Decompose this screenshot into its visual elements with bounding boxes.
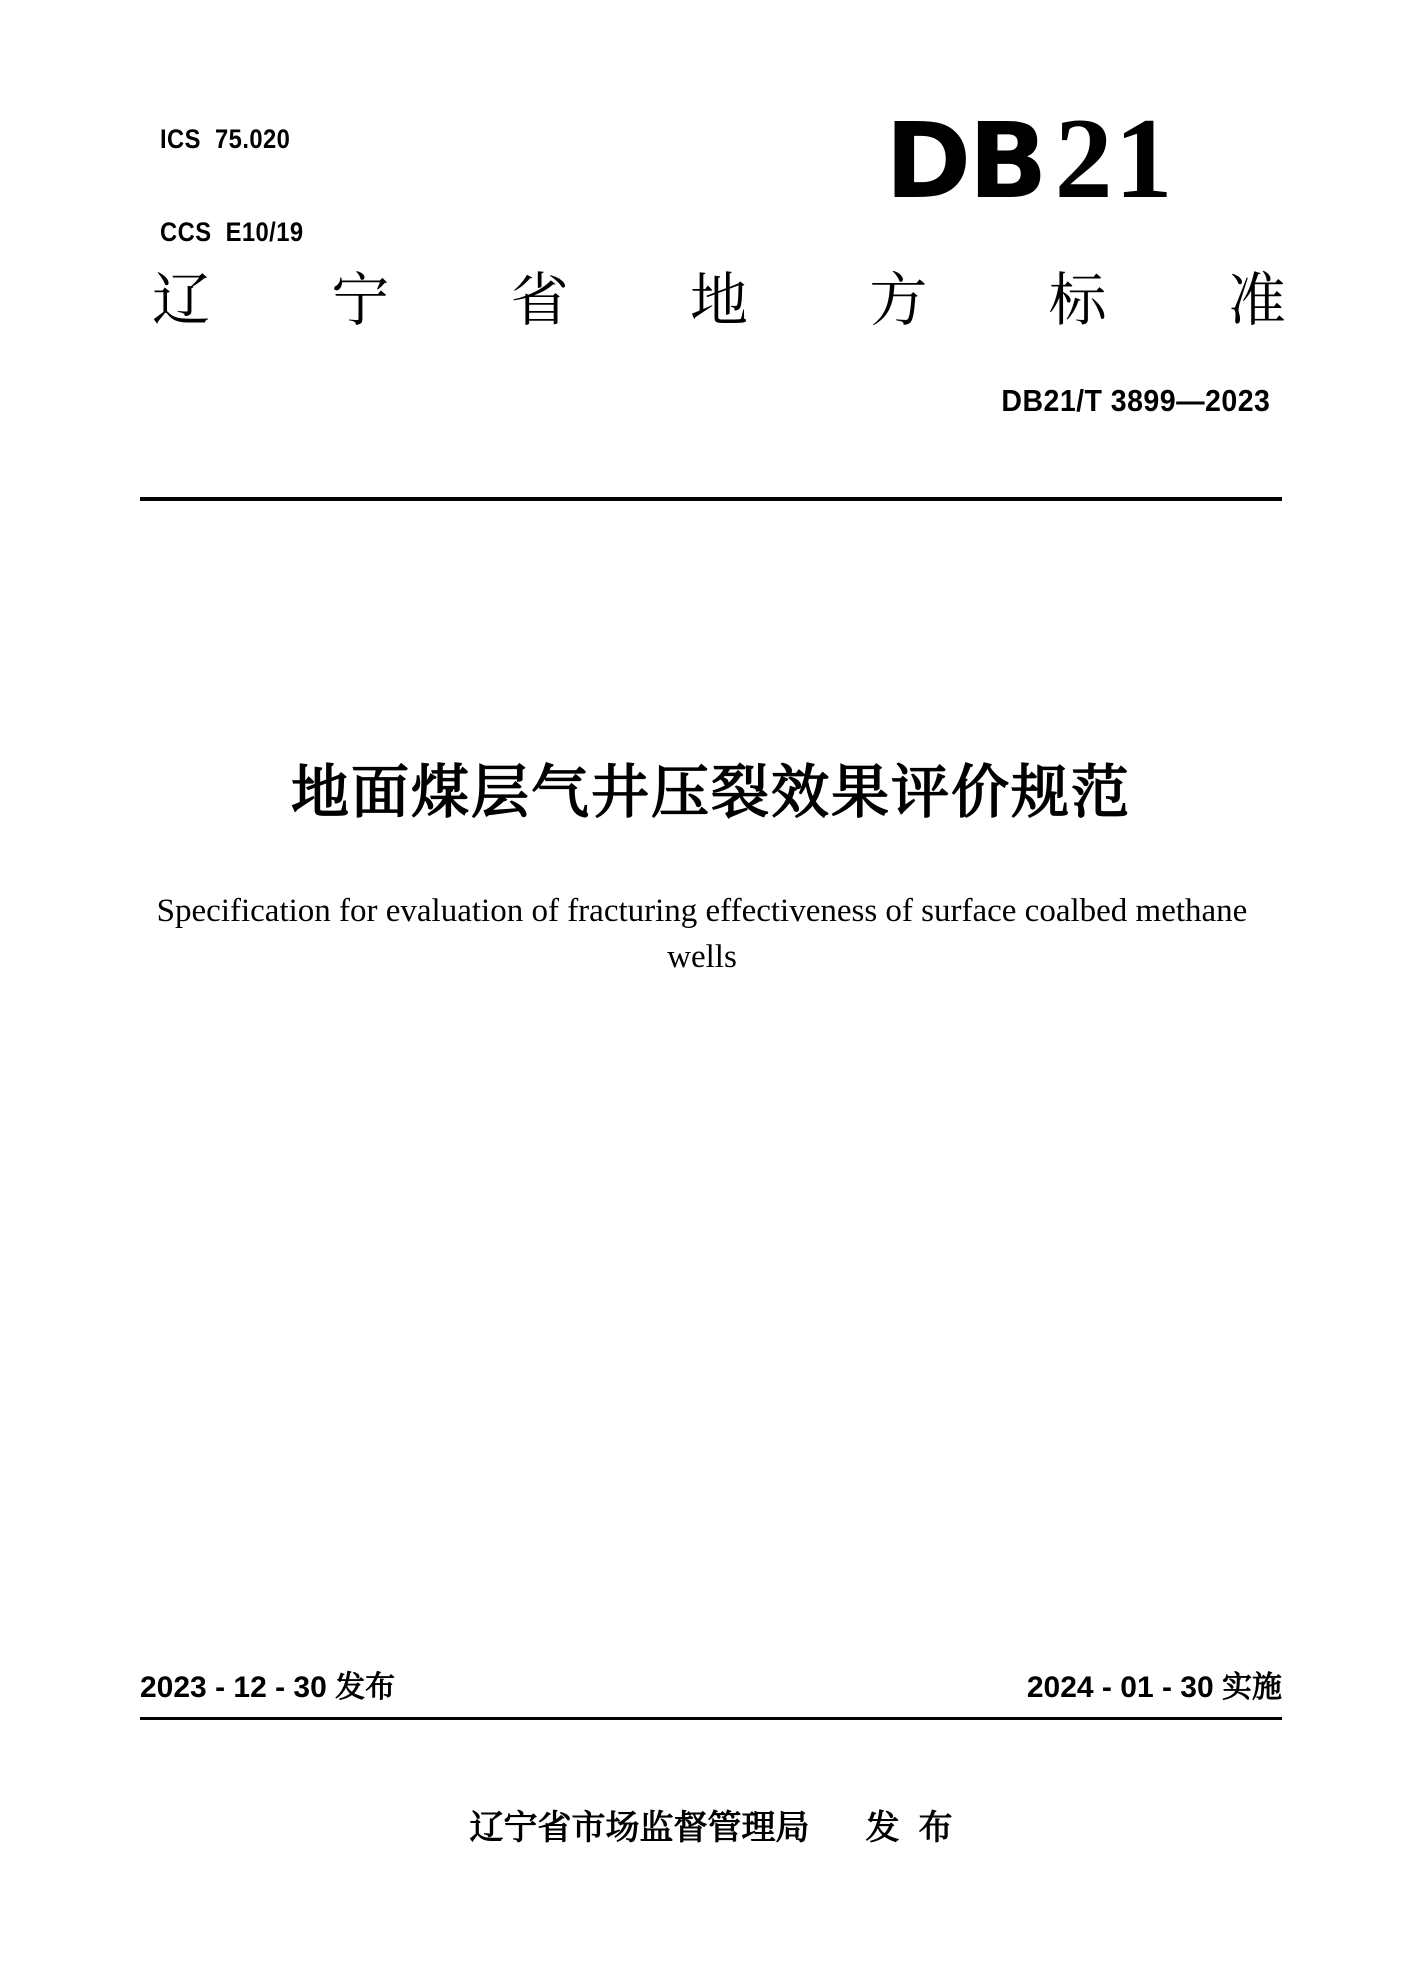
standard-type-char: 宁: [331, 268, 390, 333]
dates-row: [140, 1670, 1282, 1706]
standard-number: DB21/T 3899—2023: [1001, 383, 1270, 418]
publisher-row: [140, 1808, 1282, 1849]
issuer-name: 辽宁省市场监督管理局: [469, 1809, 810, 1847]
standard-type-char: 准: [1227, 268, 1286, 333]
ics-code: ICS 75.020: [160, 124, 291, 154]
standard-type-char: 地: [689, 268, 748, 333]
document-title-en-line1: Specification for evaluation of fracturing effectiveness of surface coalbed methane: [156, 893, 1248, 929]
ccs-code: CCS E10/19: [160, 217, 304, 247]
document-title-zh: 地面煤层气井压裂效果评价规范: [290, 760, 1131, 825]
db-logo-region-code: 21: [1054, 95, 1175, 223]
issue-action-label: 发 布: [865, 1809, 953, 1847]
document-title-en: [120, 888, 1284, 980]
standard-type-heading: [152, 268, 1286, 333]
standard-type-char: 省: [510, 268, 569, 333]
top-divider-rule: [140, 497, 1282, 501]
document-title-en-line2: wells: [667, 939, 737, 975]
db21-logo: [885, 95, 1175, 223]
standard-type-char: 辽: [152, 268, 211, 333]
bottom-divider-rule: [140, 1717, 1282, 1720]
standard-type-char: 方: [869, 268, 928, 333]
implement-date: 2024 - 01 - 30 实施: [1026, 1671, 1282, 1704]
issue-date: 2023 - 12 - 30 发布: [140, 1671, 396, 1704]
db-logo-letters: DB: [885, 100, 1045, 222]
standard-type-char: 标: [1048, 268, 1107, 333]
